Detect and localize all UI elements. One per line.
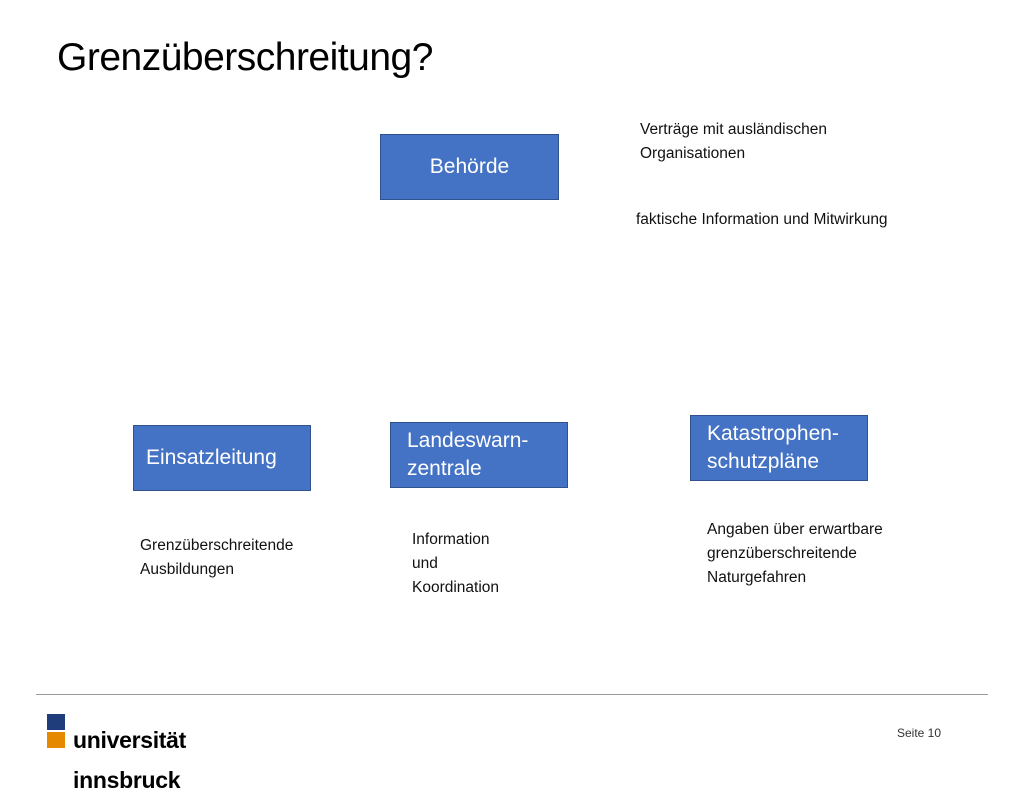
information-koordination-note: Information und Koordination <box>412 531 500 597</box>
logo-mark-icon <box>47 713 65 749</box>
logo-mark-bottom <box>47 732 65 748</box>
faktische-information-note: faktische Information und Mitwirkung <box>636 211 888 228</box>
einsatzleitung-label: Einsatzleitung <box>146 445 277 469</box>
landeswarnzentrale-label: Landeswarn- zentrale <box>407 428 529 480</box>
landeswarnzentrale-box <box>390 422 568 488</box>
footer-divider <box>36 694 988 695</box>
vertraege-note: Verträge mit ausländischen Organisationen <box>640 121 827 163</box>
logo-line-1: universität <box>73 727 187 753</box>
behoerde-box <box>380 134 559 200</box>
slide-title: Grenzüberschreitung? <box>57 36 433 79</box>
page-number: Seite 10 <box>897 726 942 740</box>
einsatzleitung-box <box>133 425 311 491</box>
logo-wordmark <box>73 710 186 810</box>
logo-line-2: innsbruck <box>73 767 181 793</box>
katastrophenschutzplaene-label: Katastrophen- schutzpläne <box>707 421 839 473</box>
katastrophenschutzplaene-box <box>690 415 868 481</box>
logo-mark-top <box>47 714 65 730</box>
naturgefahren-note: Angaben über erwartbare grenzüberschreitende Naturgefahren <box>707 521 883 587</box>
ausbildungen-note: Grenzüberschreitende Ausbildungen <box>140 537 294 579</box>
behoerde-label: Behörde <box>429 154 510 178</box>
